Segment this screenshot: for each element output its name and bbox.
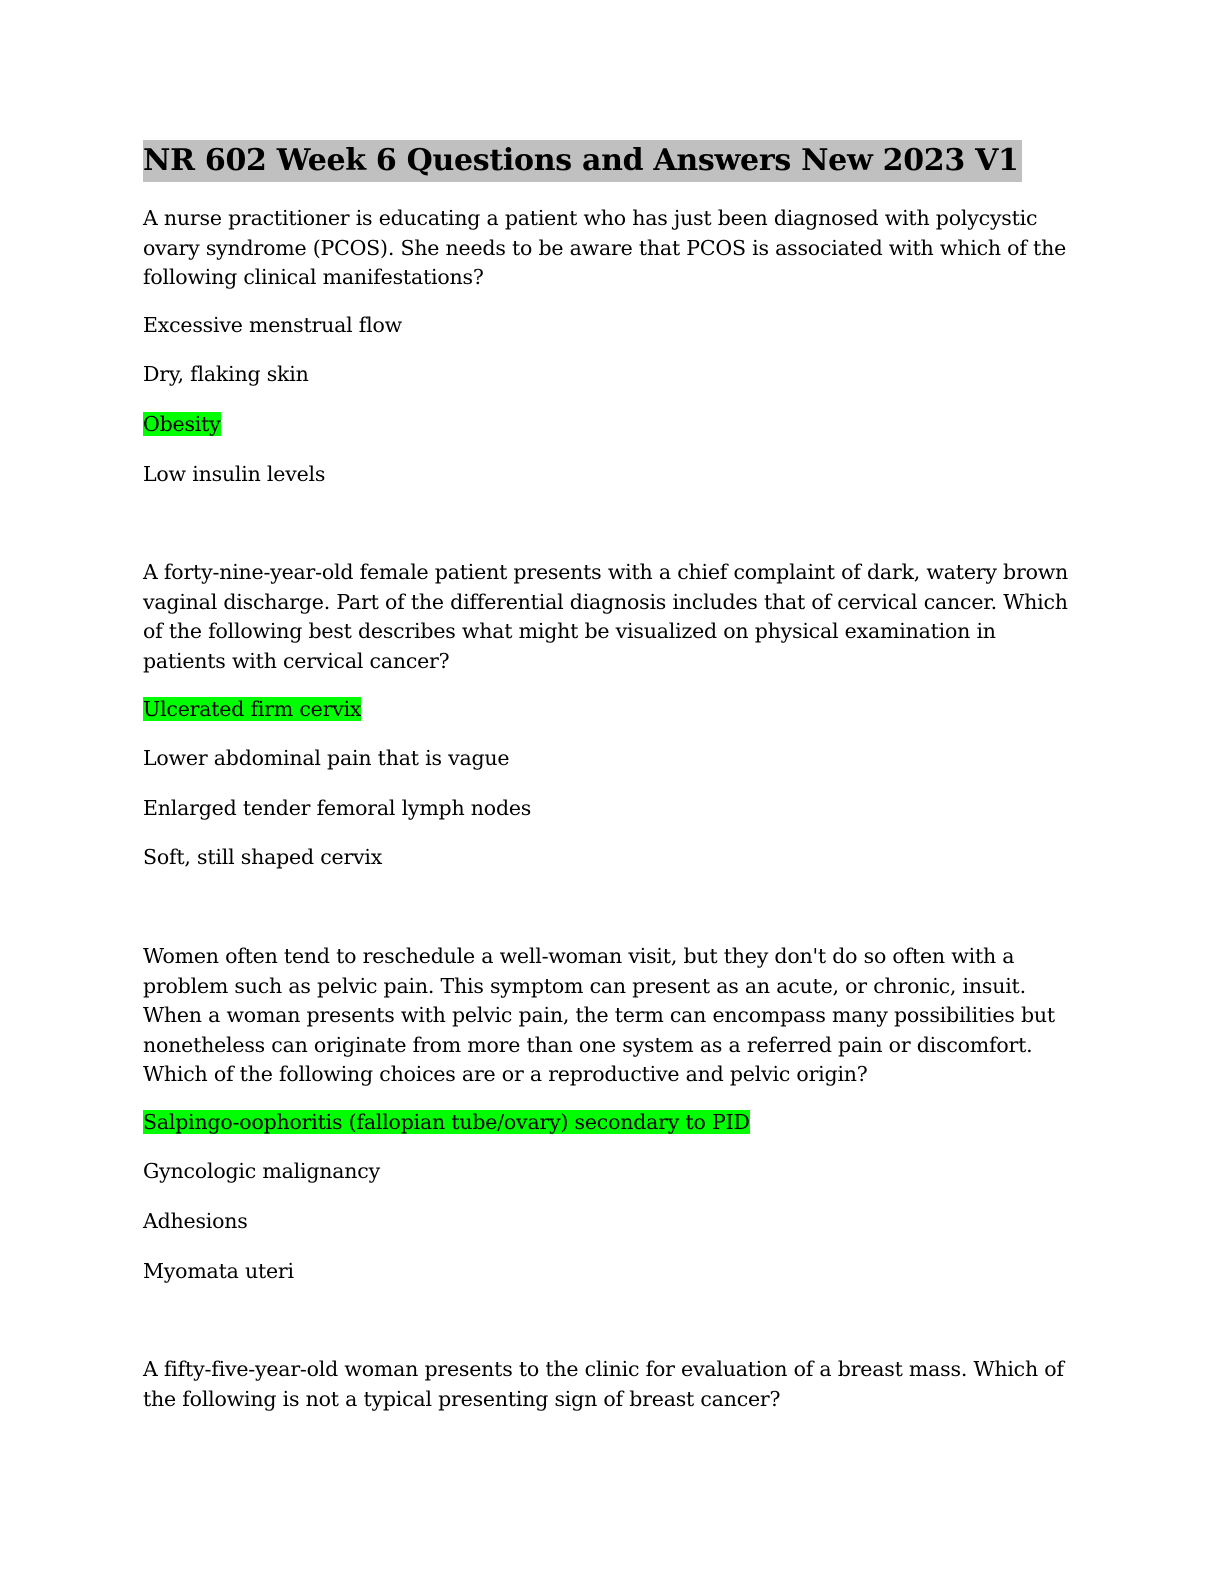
answer-option-label: Soft, still shaped cervix (143, 845, 383, 870)
answer-option (143, 360, 1083, 390)
question-block (143, 204, 1083, 558)
answer-option (143, 1207, 1083, 1237)
document-title: NR 602 Week 6 Questions and Answers New 2023 V1 (143, 140, 1022, 182)
question-block (143, 942, 1083, 1355)
spacer (143, 509, 1083, 558)
answer-option-label: Salpingo-oophoritis (fallopian tube/ovary) secondary to PID (143, 1109, 750, 1134)
answer-option-label: Excessive menstrual flow (143, 312, 403, 337)
answer-option (143, 794, 1083, 824)
question-list (143, 204, 1083, 1414)
answer-option-correct (143, 695, 1083, 725)
answer-option-label: Obesity (143, 411, 221, 436)
answer-option-label: Ulcerated firm cervix (143, 696, 362, 721)
answer-option (143, 843, 1083, 873)
answer-option-correct (143, 1108, 1083, 1138)
answer-option-correct (143, 410, 1083, 440)
question-text: A fifty-five-year-old woman presents to the clinic for evaluation of a breast mass. Which of the following is not a typical presenting sign of breast cancer? (143, 1357, 1064, 1411)
question-text: A nurse practitioner is educating a patient who has just been diagnosed with polycystic ovary syndrome (PCOS). She needs to be aware that PCOS is associated with which of the following clinical manifestations? (143, 206, 1066, 290)
question-block (143, 1355, 1083, 1414)
answer-option-label: Adhesions (143, 1209, 248, 1234)
answer-option-label: Myomata uteri (143, 1258, 294, 1283)
answer-option-label: Gyncologic malignancy (143, 1159, 380, 1184)
answer-option (143, 1257, 1083, 1287)
answer-option (143, 1157, 1083, 1187)
answer-option-label: Dry, flaking skin (143, 362, 309, 387)
answer-option-label: Lower abdominal pain that is vague (143, 746, 510, 771)
spacer (143, 1306, 1083, 1355)
answer-option (143, 744, 1083, 774)
question-block (143, 558, 1083, 942)
question-text: Women often tend to reschedule a well-woman visit, but they don't do so often with a problem such as pelvic pain. This symptom can present as an acute, or chronic, insuit. When a woman presents with pelvic pain, the term can encompass many possibilities but nonetheless can originate from more than one system as a referred pain or discomfort. Which of the following choices are or a reproductive and pelvic origin? (143, 943, 1055, 1087)
answer-option (143, 460, 1083, 490)
answer-option (143, 311, 1083, 341)
answer-option-label: Enlarged tender femoral lymph nodes (143, 795, 532, 820)
spacer (143, 893, 1083, 942)
answer-option-label: Low insulin levels (143, 461, 326, 486)
question-text: A forty-nine-year-old female patient presents with a chief complaint of dark, watery brown vaginal discharge. Part of the differential diagnosis includes that of cervical cancer. Which of the following best describes what might be visualized on physical examination in patients with cervical cancer? (143, 560, 1069, 673)
document-page (143, 140, 1083, 1432)
